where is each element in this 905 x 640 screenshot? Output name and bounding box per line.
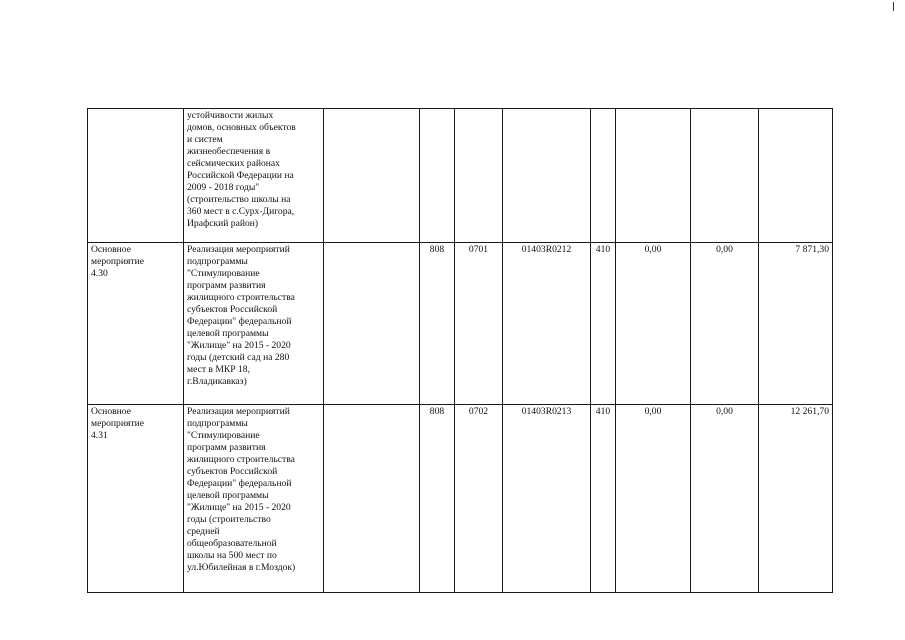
value-cell-3: 7 871,30 [759,243,833,405]
value-cell-1: 0,00 [616,405,691,593]
csr-cell: 01403R0212 [503,243,591,405]
measure-label-cell: Основное мероприятие 4.31 [88,405,184,593]
rzpr-cell: 0701 [455,243,503,405]
value-cell-2: 0,00 [691,405,759,593]
value-cell-1: 0,00 [616,243,691,405]
grbs-cell [420,109,455,243]
grbs-cell: 808 [420,405,455,593]
rzpr-cell [455,109,503,243]
rzpr-cell: 0702 [455,405,503,593]
measure-label-cell: Основное мероприятие 4.30 [88,243,184,405]
table-row [88,243,833,405]
value-cell-2 [691,109,759,243]
executor-cell [324,405,420,593]
csr-cell [503,109,591,243]
table-row [88,109,833,243]
corner-mark [893,2,894,11]
executor-cell [324,109,420,243]
value-cell-3: 12 261,70 [759,405,833,593]
vr-cell: 410 [591,243,616,405]
measure-label-cell [88,109,184,243]
value-cell-2: 0,00 [691,243,759,405]
executor-cell [324,243,420,405]
vr-cell: 410 [591,405,616,593]
csr-cell: 01403R0213 [503,405,591,593]
vr-cell [591,109,616,243]
description-cell: Реализация мероприятий подпрограммы "Стимулирование программ развития жилищного строительства субъектов Российской Федерации" федеральной целевой программы "Жилище" на 2015 - 2020 годы (строительство средней общеобразовательной школы на 500 мест по ул.Юбилейная в г.Моздок) [184,405,324,593]
description-cell: устойчивости жилых домов, основных объектов и систем жизнеобеспечения в сейсмических районах Российской Федерации на 2009 - 2018 годы" (строительство школы на 360 мест в с.Сурх-Дигора, Ирафский район) [184,109,324,243]
grbs-cell: 808 [420,243,455,405]
description-cell: Реализация мероприятий подпрограммы "Стимулирование программ развития жилищного строительства субъектов Российской Федерации" федеральной целевой программы "Жилище" на 2015 - 2020 годы (детский сад на 280 мест в МКР 18, г.Владикавказ) [184,243,324,405]
value-cell-1 [616,109,691,243]
budget-table [87,108,833,593]
table-row [88,405,833,593]
value-cell-3 [759,109,833,243]
